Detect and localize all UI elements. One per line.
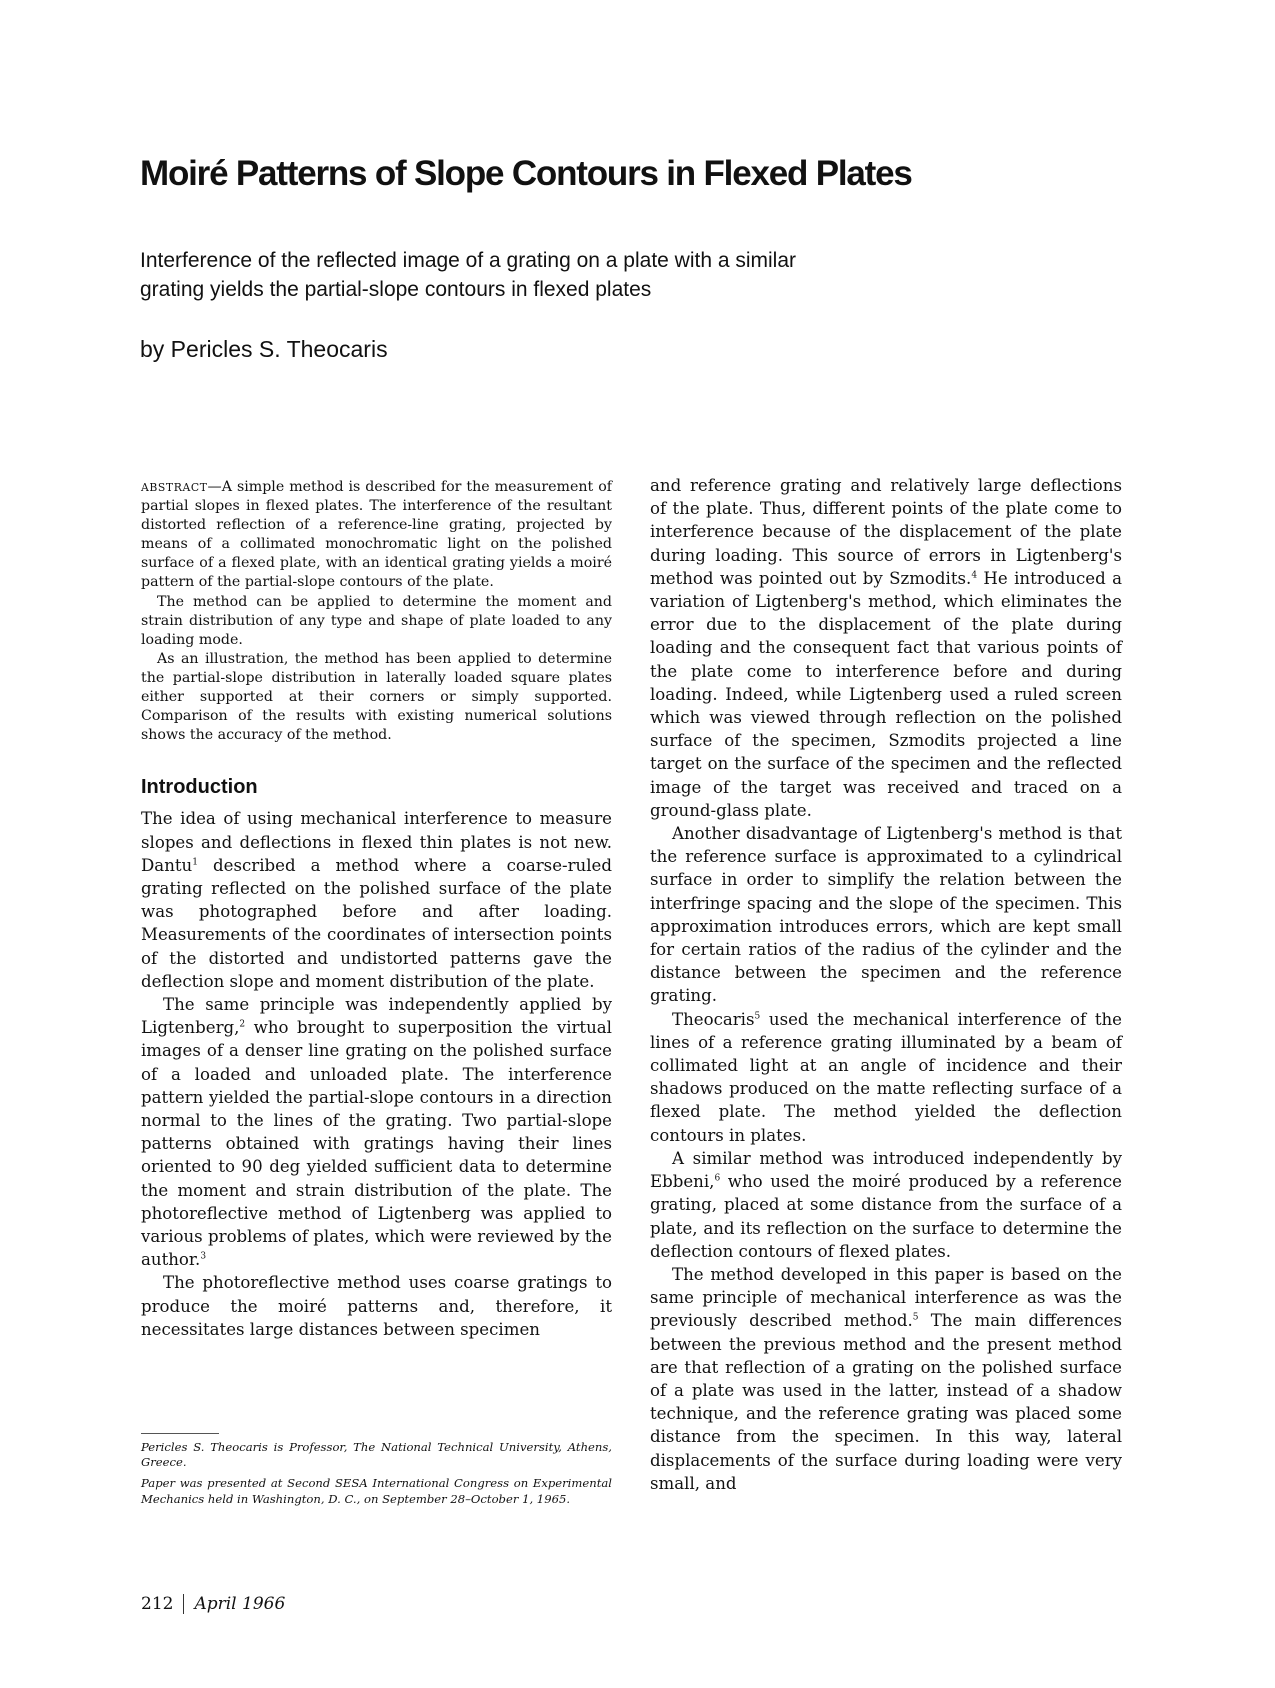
intro-paragraph-3: The photoreflective method uses coarse gratings to produce the moiré patterns and, therefore, it necessitates large distances between specimen: [141, 1273, 612, 1339]
reference-marker: 4: [971, 570, 978, 581]
right-paragraph-2: Another disadvantage of Ligtenberg's method is that the reference surface is approximated to a cylindrical surface in order to simplify the relation between the interfringe spacing and the slope of the specimen. This approximation introduces errors, which are kept small for certain ratios of the radius of the cylinder and the distance between the specimen and the reference grating.: [650, 824, 1122, 1006]
abstract-text-1: —A simple method is described for the measurement of partial slopes in flexed plates. The interference of the resultant distorted reflection of a reference-line grating, projected by means of a collimated monochromatic light on the polished surface of a flexed plate, with an identical grating yields a moiré pattern of the partial-slope contours of the plate.: [141, 479, 612, 591]
reference-marker: 2: [239, 1019, 246, 1030]
footnotes: [141, 1440, 612, 1513]
footnote-author-affiliation: Pericles S. Theocaris is Professor, The National Technical University, Athens, Greece.: [141, 1440, 612, 1470]
abstract-paragraph-2: The method can be applied to determine the moment and strain distribution of any type and shape of plate loaded to any loading mode.: [141, 593, 612, 648]
intro-p2-text-b: who brought to superposition the virtual images of a denser line grating on the polished surface of a loaded and unloaded plate. The interference pattern yielded the partial-slope contours in a direction normal to the lines of the grating. Two partial-slope patterns obtained with gratings having their lines oriented to 90 deg yielded sufficient data to determine the moment and strain distribution of the plate. The photoreflective method of Ligtenberg was applied to various problems of plates, which were reviewed by the author.: [141, 1018, 612, 1270]
right-p1-text-a: and reference grating and relatively large deflections of the plate. Thus, different points of the plate come to interference because of the displacement of the plate during loading. This source of errors in Ligtenberg's method was pointed out by Szmodits.: [650, 476, 1122, 588]
right-column: [650, 474, 1122, 1495]
right-paragraph-4: [650, 1147, 1122, 1263]
left-column: [141, 478, 612, 1341]
intro-p2-text-a: The same principle was independently applied by Ligtenberg,: [141, 994, 612, 1038]
intro-p1-text-b: described a method where a coarse-ruled grating reflected on the polished surface of the plate was photographed before and after loading. Measurements of the coordinates of intersection points of the distorted and undistorted patterns gave the deflection slope and moment distribution of the plate.: [141, 855, 612, 991]
right-p4-text-a: A similar method was introduced independently by Ebbeni,: [650, 1148, 1122, 1192]
right-p3-text-a: Theocaris: [672, 1009, 755, 1029]
introduction-body: [141, 807, 612, 1341]
intro-paragraph-2: [141, 993, 612, 1271]
right-paragraph-5: [650, 1263, 1122, 1495]
section-heading-introduction: Introduction: [141, 776, 258, 799]
reference-marker: 5: [754, 1011, 761, 1022]
subtitle-line-2: grating yields the partial-slope contours in flexed plates: [140, 278, 652, 301]
abstract: [141, 478, 612, 745]
footer-divider: [183, 1594, 184, 1614]
reference-marker: 1: [192, 857, 198, 868]
subtitle-line-1: Interference of the reflected image of a grating on a plate with a similar: [140, 249, 797, 272]
footnote-divider: [141, 1433, 219, 1434]
right-p5-text-a: The method developed in this paper is based on the same principle of mechanical interference as was the previously described method.: [650, 1264, 1122, 1331]
page-footer: [141, 1593, 285, 1615]
article-subtitle: [140, 246, 900, 304]
article-title: Moiré Patterns of Slope Contours in Flexed Plates: [140, 154, 912, 193]
issue-date: April 1966: [194, 1594, 286, 1614]
right-paragraph-1: [650, 474, 1122, 822]
right-p4-text-b: who used the moiré produced by a reference grating, placed at some distance from the surface of a plate, and its reflection on the surface to determine the deflection contours of flexed plates.: [650, 1172, 1122, 1261]
abstract-paragraph-1: [141, 478, 612, 593]
right-p1-text-b: He introduced a variation of Ligtenberg's method, which eliminates the error due to the displacement of the plate during loading and the consequent fact that various points of the plate come to interference before and during loading. Indeed, while Ligtenberg used a ruled screen which was viewed through reflection on the polished surface of the specimen, Szmodits projected a line target on the surface of the specimen and the reflected image of the target was received and traced on a ground-glass plate.: [650, 568, 1122, 820]
right-column-body: [650, 474, 1122, 1495]
abstract-label: ABSTRACT: [141, 481, 208, 494]
right-p3-text-b: used the mechanical interference of the lines of a reference grating illuminated by a beam of collimated light at an angle of incidence and their shadows produced on the matte reflecting surface of a flexed plate. The method yielded the deflection contours in plates.: [650, 1009, 1122, 1145]
reference-marker: 6: [714, 1173, 721, 1184]
right-p5-text-b: The main differences between the previous method and the present method are that reflection of a grating on the polished surface of a plate was used in the latter, instead of a shadow technique, and the reference grating was placed some distance from the specimen. In this way, lateral displacements of the surface during loading were very small, and: [650, 1311, 1122, 1493]
author-byline: by Pericles S. Theocaris: [140, 336, 388, 362]
footnote-presentation: Paper was presented at Second SESA International Congress on Experimental Mechanics held in Washington, D. C., on September 28–October 1, 1965.: [141, 1476, 612, 1506]
intro-paragraph-1: [141, 807, 612, 993]
right-paragraph-3: [650, 1008, 1122, 1147]
intro-p1-text-a: The idea of using mechanical interference to measure slopes and deflections in flexed thin plates is not new. Dantu: [141, 809, 612, 875]
reference-marker: 5: [912, 1312, 919, 1323]
page-number: 212: [141, 1594, 174, 1614]
reference-marker: 3: [200, 1251, 207, 1262]
abstract-paragraph-3: As an illustration, the method has been applied to determine the partial-slope distribution in laterally loaded square plates either supported at their corners or simply supported. Comparison of the results with existing numerical solutions shows the accuracy of the method.: [141, 650, 612, 744]
